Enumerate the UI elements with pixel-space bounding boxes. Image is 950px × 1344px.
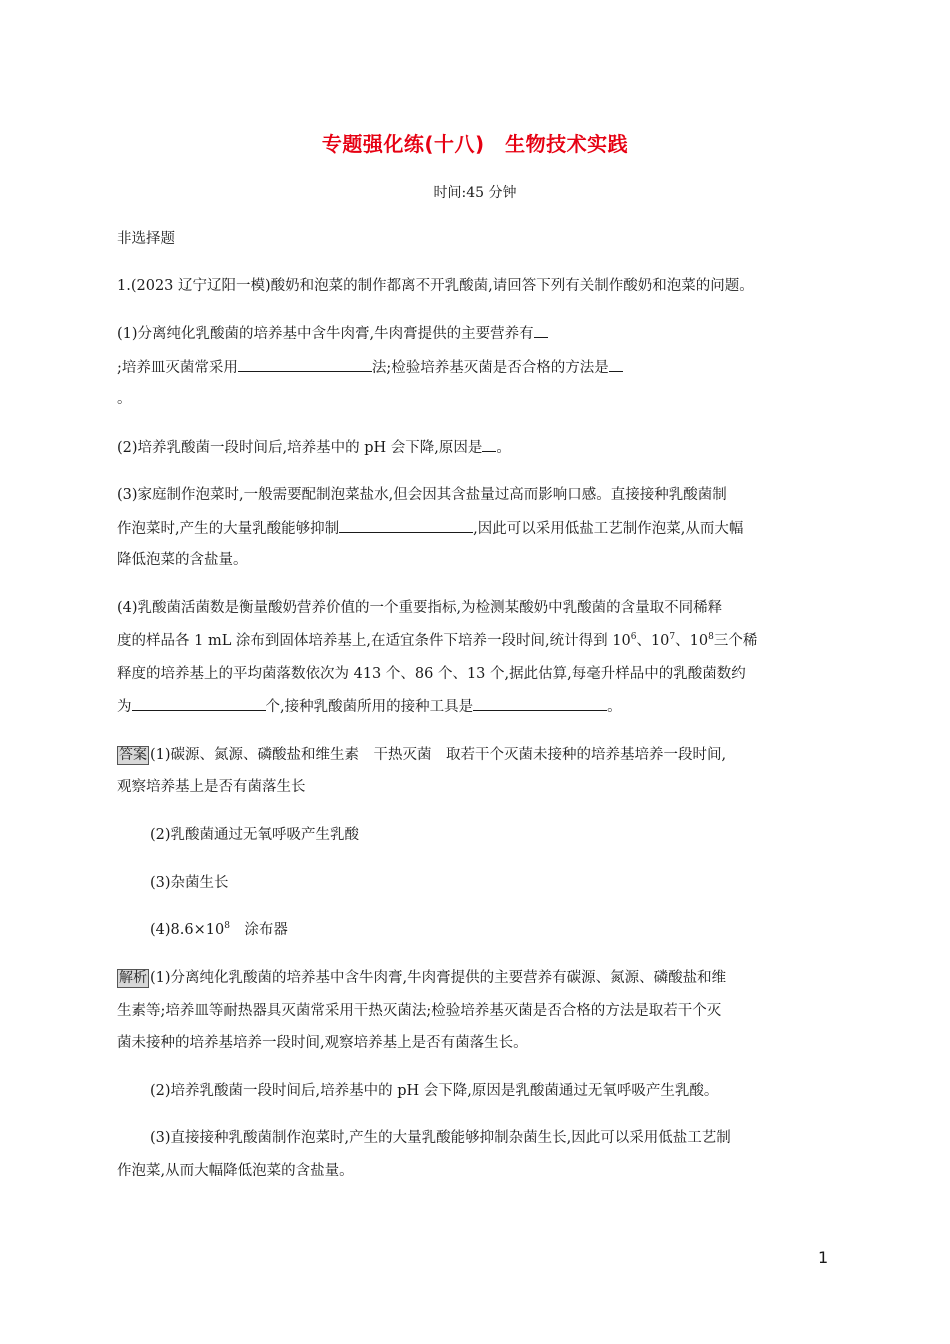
answer-line-4: (3)杂菌生长: [150, 875, 229, 891]
question-part-1-line-1: (1)分离纯化乳酸菌的培养基中含牛肉膏,牛肉膏提供的主要营养有: [117, 323, 548, 344]
question-intro: 1.(2023 辽宁辽阳一模)酸奶和泡菜的制作都离不开乳酸菌,请回答下列有关制作酸奶和泡菜的问题。: [117, 278, 754, 294]
analysis-line-6: 作泡菜,从而大幅降低泡菜的含盐量。: [117, 1163, 354, 1179]
answer-blank[interactable]: [473, 696, 607, 711]
answer-line-2: 观察培养基上是否有菌落生长: [117, 779, 306, 795]
analysis-line-3: 菌未接种的培养基培养一段时间,观察培养基上是否有菌落生长。: [117, 1035, 528, 1051]
answer-line-1: 答案 (1)碳源、氮源、磷酸盐和维生素 干热灭菌 取若干个灭菌未接种的培养基培养一段时间,: [119, 747, 727, 763]
answer-blank[interactable]: [238, 357, 372, 372]
section-heading: 非选择题: [117, 231, 175, 247]
question-part-3-line-2: 作泡菜时,产生的大量乳酸能够抑制 ,因此可以采用低盐工艺制作泡菜,从而大幅: [117, 518, 743, 539]
page-number: 1: [818, 1248, 829, 1267]
answer-blank[interactable]: [609, 357, 623, 372]
analysis-line-4: (2)培养乳酸菌一段时间后,培养基中的 pH 会下降,原因是乳酸菌通过无氧呼吸产生乳酸。: [150, 1083, 719, 1099]
question-part-4-line-2: 度的样品各 1 mL 涂布到固体培养基上,在适宜条件下培养一段时间,统计得到 $10^6$、$10^7$、$10^8$三个稀: [117, 632, 758, 649]
page-title: 专题强化练(十八) 生物技术实践: [321, 132, 629, 156]
answer-blank[interactable]: [534, 323, 548, 338]
question-part-3-line-3: 降低泡菜的含盐量。: [117, 552, 248, 568]
question-part-4-line-4: 为 个,接种乳酸菌所用的接种工具是 。: [117, 696, 622, 717]
analysis-line-5: (3)直接接种乳酸菌制作泡菜时,产生的大量乳酸能够抑制杂菌生长,因此可以采用低盐工艺制: [150, 1130, 731, 1146]
answer-blank[interactable]: [482, 437, 496, 452]
answer-line-5: $(4)8.6\times 10^8$ 涂布器: [150, 921, 288, 938]
answer-blank[interactable]: [132, 696, 266, 711]
question-part-1-line-3: 。: [117, 391, 132, 407]
answer-line-3: (2)乳酸菌通过无氧呼吸产生乳酸: [150, 827, 360, 843]
answer-blank[interactable]: [339, 518, 473, 533]
analysis-line-1: 解析 (1)分离纯化乳酸菌的培养基中含牛肉膏,牛肉膏提供的主要营养有碳源、氮源、磷酸盐和维: [119, 970, 727, 986]
question-part-2: (2)培养乳酸菌一段时间后,培养基中的 pH 会下降,原因是 。: [117, 437, 511, 458]
answer-tag: 答案: [119, 747, 147, 763]
question-part-3-line-1: (3)家庭制作泡菜时,一般需要配制泡菜盐水,但会因其含盐量过高而影响口感。直接接种乳酸菌制: [117, 487, 727, 503]
time-limit: 时间:45 分钟: [433, 185, 517, 201]
analysis-line-2: 生素等;培养皿等耐热器具灭菌常采用干热灭菌法;检验培养基灭菌是否合格的方法是取若干个灭: [117, 1003, 722, 1019]
question-part-4-line-1: (4)乳酸菌活菌数是衡量酸奶营养价值的一个重要指标,为检测某酸奶中乳酸菌的含量取不同稀释: [117, 600, 723, 616]
analysis-tag: 解析: [119, 970, 147, 986]
question-part-1-line-2: ;培养皿灭菌常采用 法;检验培养基灭菌是否合格的方法是: [117, 357, 623, 378]
question-part-4-line-3: 释度的培养基上的平均菌落数依次为 413 个、86 个、13 个,据此估算,每毫升样品中的乳酸菌数约: [117, 666, 746, 682]
